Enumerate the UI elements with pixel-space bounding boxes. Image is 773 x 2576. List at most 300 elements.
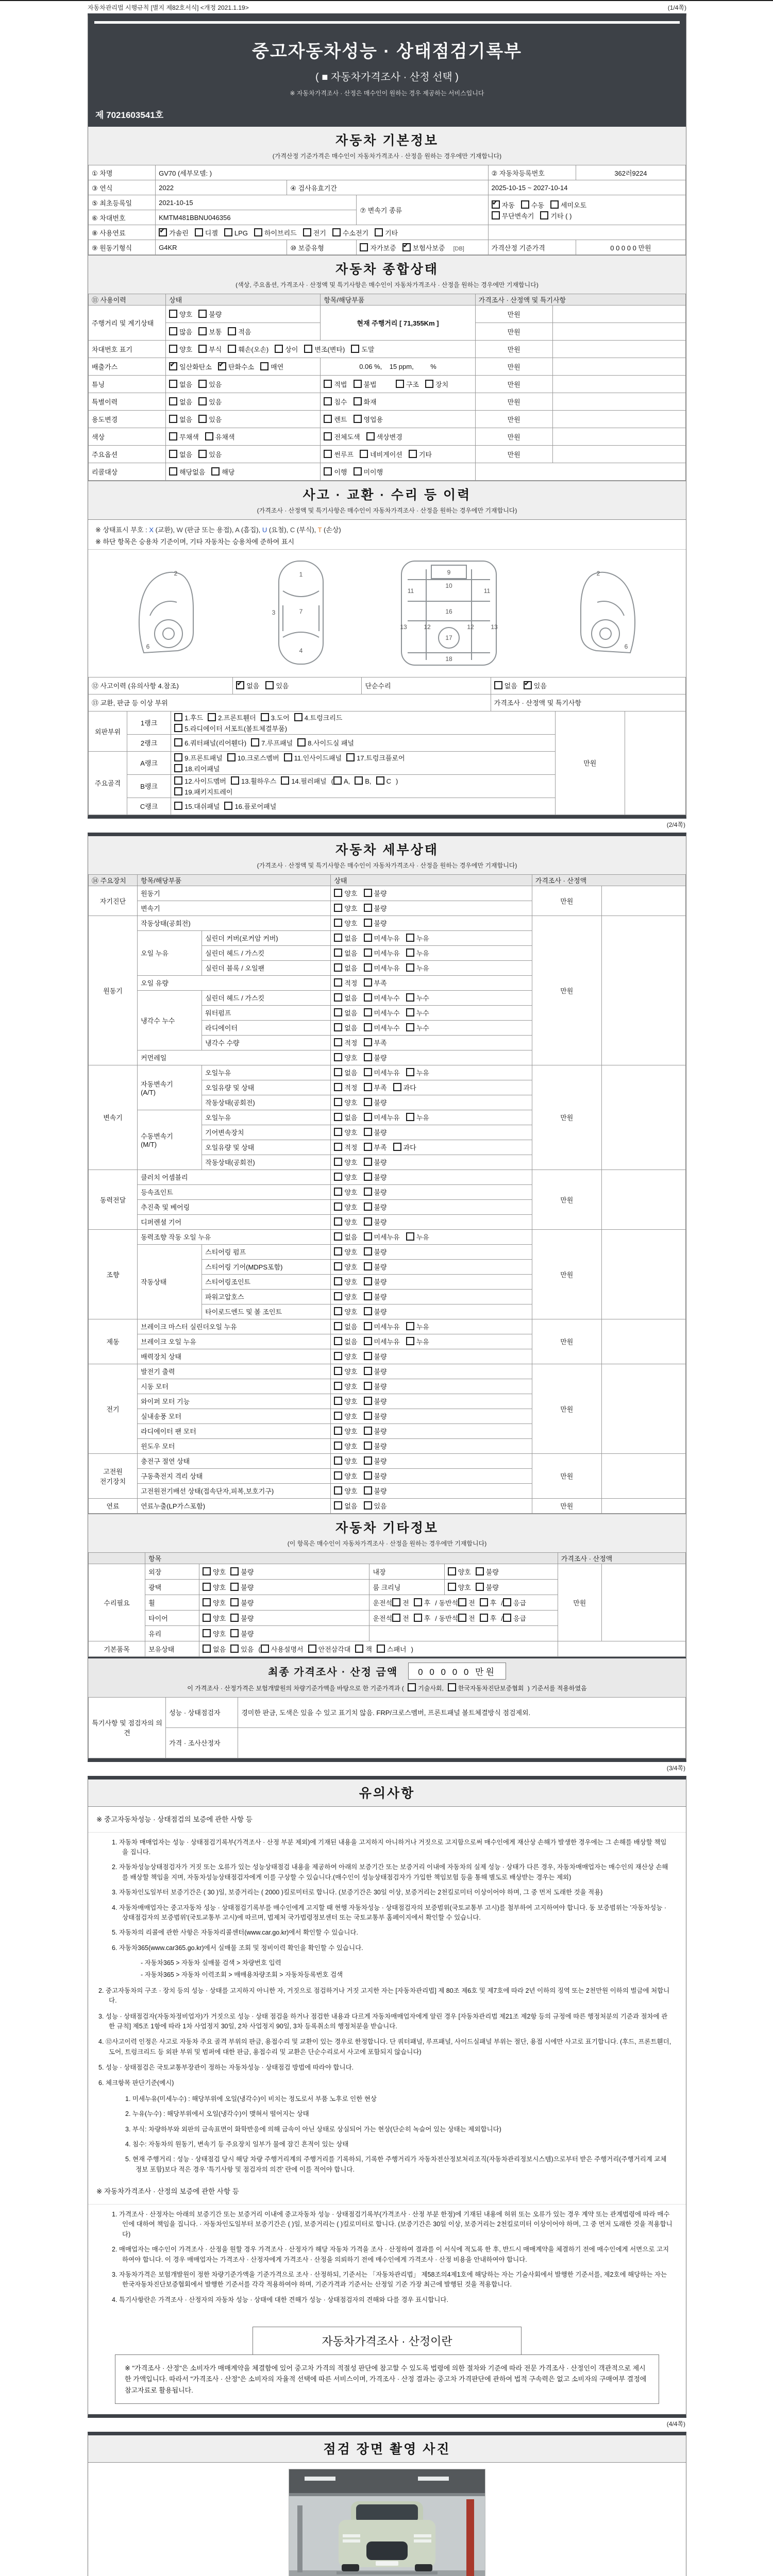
checkbox[interactable]	[448, 1567, 456, 1575]
checkbox[interactable]	[540, 211, 548, 219]
checkbox[interactable]	[364, 978, 372, 987]
checkbox[interactable]	[324, 397, 332, 405]
checkbox[interactable]	[174, 802, 182, 810]
checkbox-option[interactable]	[198, 449, 222, 459]
checkbox-option[interactable]	[364, 1142, 387, 1152]
checkbox[interactable]	[334, 1277, 342, 1285]
checkbox-option[interactable]	[354, 397, 377, 406]
checkbox[interactable]	[364, 1083, 372, 1091]
checkbox[interactable]	[334, 1173, 342, 1181]
checkbox[interactable]	[364, 1188, 372, 1196]
checkbox[interactable]	[333, 776, 342, 785]
checkbox-option[interactable]	[324, 414, 347, 424]
checkbox[interactable]	[230, 1645, 239, 1653]
checkbox-option[interactable]	[174, 801, 220, 811]
checkbox-option[interactable]	[334, 1187, 357, 1197]
checkbox[interactable]	[364, 1053, 372, 1061]
checkbox-option[interactable]	[169, 327, 192, 336]
checkbox-option[interactable]	[284, 753, 342, 762]
checkbox-option[interactable]	[406, 963, 429, 973]
checkbox-option[interactable]	[169, 344, 192, 354]
checkbox[interactable]	[364, 934, 372, 942]
checkbox-option[interactable]	[198, 379, 222, 389]
checkbox[interactable]	[364, 1277, 372, 1285]
checkbox[interactable]	[174, 776, 182, 785]
checkbox[interactable]	[364, 1397, 372, 1405]
checkbox-option[interactable]	[364, 1321, 400, 1331]
checkbox[interactable]	[392, 1614, 400, 1622]
checkbox-option[interactable]	[297, 738, 354, 748]
checkbox-option[interactable]	[174, 776, 226, 786]
checkbox[interactable]	[364, 1173, 372, 1181]
checkbox-option[interactable]	[364, 1396, 387, 1406]
checkbox[interactable]	[364, 1217, 372, 1226]
checkbox-option[interactable]	[334, 1232, 357, 1242]
checkbox[interactable]	[334, 1397, 342, 1405]
checkbox-option[interactable]	[265, 681, 289, 690]
checkbox[interactable]	[228, 327, 236, 335]
checkbox-option[interactable]	[334, 888, 357, 898]
checkbox[interactable]	[364, 919, 372, 927]
checkbox-option[interactable]	[414, 1613, 431, 1623]
checkbox-option[interactable]	[334, 1112, 357, 1122]
checkbox-option[interactable]	[334, 1142, 357, 1152]
checkbox-option[interactable]	[503, 1613, 526, 1623]
checkbox[interactable]	[360, 243, 368, 251]
checkbox-option[interactable]	[364, 1097, 387, 1107]
checkbox-option[interactable]	[334, 1097, 357, 1107]
checkbox-option[interactable]	[364, 1053, 387, 1062]
checkbox-option[interactable]	[334, 1217, 357, 1227]
checkbox-option[interactable]	[364, 1067, 400, 1077]
checkbox-option[interactable]	[364, 918, 387, 928]
checkbox[interactable]	[364, 1232, 372, 1241]
checkbox[interactable]	[351, 345, 359, 353]
checkbox[interactable]	[169, 310, 177, 318]
checkbox-option[interactable]	[169, 362, 212, 371]
checkbox-option[interactable]	[364, 1008, 400, 1018]
checkbox-option[interactable]	[364, 1127, 387, 1137]
checkbox[interactable]	[275, 345, 283, 353]
checkbox[interactable]	[334, 1038, 342, 1046]
checkbox[interactable]	[261, 713, 269, 721]
checkbox-option[interactable]	[195, 228, 218, 238]
checkbox[interactable]	[364, 1247, 372, 1256]
checkbox-option[interactable]	[364, 1023, 400, 1032]
checkbox-option[interactable]	[492, 211, 534, 221]
checkbox[interactable]	[334, 1486, 342, 1495]
checkbox[interactable]	[281, 776, 289, 785]
checkbox-option[interactable]	[303, 228, 326, 238]
checkbox-option[interactable]	[334, 1396, 357, 1406]
checkbox-option[interactable]	[334, 1038, 357, 1047]
checkbox-option[interactable]	[334, 1441, 357, 1451]
checkbox-option[interactable]	[230, 1629, 254, 1638]
checkbox[interactable]	[169, 467, 177, 476]
checkbox-option[interactable]	[364, 1292, 387, 1301]
checkbox[interactable]	[503, 1598, 511, 1606]
checkbox[interactable]	[364, 1038, 372, 1046]
checkbox[interactable]	[550, 200, 559, 209]
checkbox-option[interactable]	[281, 776, 326, 786]
checkbox-option[interactable]	[414, 1598, 431, 1607]
checkbox-option[interactable]	[364, 1456, 387, 1466]
checkbox[interactable]	[324, 450, 332, 458]
checkbox-option[interactable]	[230, 1644, 254, 1654]
checkbox-option[interactable]	[208, 713, 256, 722]
checkbox-option[interactable]	[198, 309, 222, 319]
checkbox[interactable]	[354, 380, 362, 388]
checkbox-option[interactable]	[174, 738, 246, 748]
checkbox[interactable]	[334, 1501, 342, 1510]
checkbox[interactable]	[174, 787, 182, 795]
checkbox-option[interactable]	[304, 344, 345, 354]
checkbox[interactable]	[169, 432, 177, 440]
checkbox[interactable]	[408, 1683, 416, 1691]
checkbox[interactable]	[334, 1158, 342, 1166]
checkbox-option[interactable]	[540, 211, 572, 221]
checkbox[interactable]	[231, 776, 239, 785]
checkbox-checked[interactable]	[218, 362, 226, 370]
checkbox-option[interactable]	[203, 1644, 226, 1654]
checkbox-option[interactable]	[324, 467, 347, 477]
checkbox-option[interactable]	[334, 948, 357, 958]
checkbox[interactable]	[334, 1322, 342, 1330]
checkbox[interactable]	[174, 753, 182, 761]
checkbox-option[interactable]	[448, 1683, 524, 1692]
checkbox[interactable]	[476, 1583, 484, 1591]
checkbox-option[interactable]	[203, 1598, 226, 1607]
checkbox[interactable]	[354, 415, 362, 423]
checkbox-option[interactable]	[198, 397, 222, 406]
checkbox[interactable]	[324, 380, 332, 388]
checkbox-option[interactable]	[174, 713, 203, 722]
checkbox[interactable]	[261, 1645, 269, 1653]
checkbox[interactable]	[334, 1068, 342, 1076]
checkbox[interactable]	[303, 228, 311, 236]
checkbox-option[interactable]	[236, 681, 259, 690]
checkbox-option[interactable]	[261, 1644, 304, 1654]
checkbox[interactable]	[364, 1158, 372, 1166]
checkbox-option[interactable]	[448, 1567, 471, 1577]
checkbox[interactable]	[203, 1614, 211, 1622]
checkbox-option[interactable]	[364, 978, 387, 988]
checkbox-option[interactable]	[334, 1351, 357, 1361]
checkbox-option[interactable]	[406, 1232, 429, 1242]
checkbox[interactable]	[364, 1202, 372, 1211]
checkbox-option[interactable]	[198, 414, 222, 424]
checkbox-option[interactable]	[364, 903, 387, 913]
checkbox-option[interactable]	[406, 993, 429, 1003]
checkbox-option[interactable]	[406, 933, 429, 943]
checkbox[interactable]	[458, 1598, 466, 1606]
checkbox-option[interactable]	[174, 787, 232, 796]
checkbox[interactable]	[224, 802, 232, 810]
checkbox[interactable]	[364, 1307, 372, 1315]
checkbox-option[interactable]	[334, 933, 357, 943]
checkbox-option[interactable]	[364, 1172, 387, 1182]
checkbox-option[interactable]	[364, 1232, 400, 1242]
checkbox[interactable]	[334, 1412, 342, 1420]
checkbox[interactable]	[334, 1247, 342, 1256]
checkbox-option[interactable]	[174, 723, 287, 733]
checkbox-option[interactable]	[396, 379, 419, 389]
checkbox[interactable]	[406, 934, 414, 942]
checkbox-option[interactable]	[334, 1381, 357, 1391]
checkbox-option[interactable]	[364, 1202, 387, 1212]
checkbox-option[interactable]	[364, 963, 400, 973]
checkbox-option[interactable]	[334, 1172, 357, 1182]
checkbox-option[interactable]	[354, 414, 383, 424]
checkbox[interactable]	[364, 993, 372, 1002]
checkbox[interactable]	[324, 415, 332, 423]
checkbox[interactable]	[334, 889, 342, 897]
checkbox[interactable]	[174, 764, 182, 772]
checkbox[interactable]	[334, 1367, 342, 1375]
checkbox-option[interactable]	[354, 467, 383, 477]
checkbox[interactable]	[334, 1456, 342, 1465]
checkbox[interactable]	[377, 1645, 385, 1653]
checkbox[interactable]	[364, 1128, 372, 1136]
checkbox-option[interactable]	[406, 1112, 429, 1122]
checkbox[interactable]	[224, 228, 232, 236]
checkbox[interactable]	[198, 397, 207, 405]
checkbox-checked[interactable]	[492, 200, 500, 209]
checkbox[interactable]	[203, 1629, 211, 1637]
checkbox[interactable]	[251, 738, 259, 747]
checkbox-option[interactable]	[364, 1501, 387, 1511]
checkbox[interactable]	[308, 1645, 316, 1653]
checkbox-option[interactable]	[550, 200, 586, 210]
checkbox-option[interactable]	[324, 432, 360, 442]
checkbox[interactable]	[360, 450, 368, 458]
checkbox[interactable]	[334, 1008, 342, 1016]
checkbox[interactable]	[297, 738, 306, 747]
checkbox[interactable]	[392, 1598, 400, 1606]
checkbox[interactable]	[334, 1307, 342, 1315]
checkbox[interactable]	[334, 1217, 342, 1226]
checkbox-option[interactable]	[375, 228, 398, 238]
checkbox-option[interactable]	[211, 467, 234, 477]
checkbox-option[interactable]	[364, 1336, 400, 1346]
checkbox-option[interactable]	[334, 1247, 357, 1257]
checkbox[interactable]	[230, 1583, 239, 1591]
checkbox-option[interactable]	[334, 1471, 357, 1481]
checkbox[interactable]	[334, 919, 342, 927]
checkbox-checked[interactable]	[236, 681, 244, 689]
checkbox-option[interactable]	[364, 1217, 387, 1227]
checkbox-option[interactable]	[377, 1644, 407, 1654]
checkbox-option[interactable]	[198, 344, 222, 354]
checkbox[interactable]	[375, 228, 383, 236]
checkbox-option[interactable]	[198, 327, 222, 336]
checkbox-option[interactable]	[503, 1598, 526, 1607]
checkbox[interactable]	[198, 380, 207, 388]
checkbox-option[interactable]	[334, 1053, 357, 1062]
checkbox[interactable]	[494, 681, 502, 689]
checkbox[interactable]	[364, 1501, 372, 1510]
checkbox-option[interactable]	[364, 1426, 387, 1436]
checkbox[interactable]	[230, 1598, 239, 1606]
checkbox[interactable]	[364, 1471, 372, 1480]
checkbox-option[interactable]	[392, 1613, 409, 1623]
checkbox[interactable]	[334, 1143, 342, 1151]
checkbox[interactable]	[334, 1262, 342, 1270]
checkbox[interactable]	[334, 1098, 342, 1106]
checkbox-option[interactable]	[251, 738, 293, 748]
checkbox[interactable]	[364, 1143, 372, 1151]
checkbox-option[interactable]	[364, 1247, 387, 1257]
checkbox[interactable]	[334, 1442, 342, 1450]
checkbox[interactable]	[334, 963, 342, 972]
checkbox[interactable]	[406, 1232, 414, 1241]
checkbox[interactable]	[334, 1202, 342, 1211]
checkbox[interactable]	[211, 467, 220, 476]
checkbox-option[interactable]	[480, 1598, 497, 1607]
checkbox[interactable]	[304, 345, 312, 353]
checkbox-option[interactable]	[494, 681, 517, 690]
checkbox-checked[interactable]	[159, 228, 167, 236]
checkbox-option[interactable]	[334, 1411, 357, 1421]
checkbox-option[interactable]	[476, 1582, 499, 1592]
checkbox[interactable]	[334, 1337, 342, 1345]
checkbox[interactable]	[198, 450, 207, 458]
checkbox[interactable]	[174, 713, 182, 721]
checkbox-option[interactable]	[364, 933, 400, 943]
checkbox-option[interactable]	[360, 243, 396, 252]
checkbox[interactable]	[425, 380, 433, 388]
checkbox-option[interactable]	[334, 1321, 357, 1331]
checkbox[interactable]	[203, 1583, 211, 1591]
checkbox-option[interactable]	[354, 379, 377, 389]
checkbox[interactable]	[334, 1382, 342, 1390]
checkbox-option[interactable]	[334, 1292, 357, 1301]
checkbox-option[interactable]	[334, 1082, 357, 1092]
checkbox[interactable]	[203, 1567, 211, 1575]
checkbox[interactable]	[195, 228, 203, 236]
checkbox[interactable]	[376, 776, 384, 785]
checkbox[interactable]	[198, 415, 207, 423]
checkbox-option[interactable]	[364, 1187, 387, 1197]
checkbox[interactable]	[230, 1567, 239, 1575]
checkbox[interactable]	[203, 1598, 211, 1606]
checkbox-option[interactable]	[324, 449, 354, 459]
checkbox[interactable]	[364, 948, 372, 957]
checkbox-checked[interactable]	[402, 243, 411, 251]
checkbox[interactable]	[198, 345, 207, 353]
checkbox[interactable]	[324, 467, 332, 476]
checkbox-option[interactable]	[392, 1598, 409, 1607]
checkbox[interactable]	[332, 228, 341, 236]
checkbox[interactable]	[334, 1083, 342, 1091]
checkbox-option[interactable]	[364, 1366, 387, 1376]
checkbox-checked[interactable]	[169, 362, 177, 370]
checkbox-option[interactable]	[174, 764, 220, 773]
checkbox[interactable]	[169, 450, 177, 458]
checkbox[interactable]	[364, 1382, 372, 1390]
checkbox-option[interactable]	[227, 753, 279, 762]
checkbox-option[interactable]	[334, 1366, 357, 1376]
checkbox-option[interactable]	[458, 1613, 475, 1623]
checkbox-option[interactable]	[275, 344, 298, 354]
checkbox-option[interactable]	[406, 1067, 429, 1077]
checkbox[interactable]	[364, 1337, 372, 1345]
checkbox-option[interactable]	[334, 1501, 357, 1511]
checkbox[interactable]	[334, 993, 342, 1002]
checkbox-option[interactable]	[334, 1067, 357, 1077]
checkbox-option[interactable]	[174, 753, 223, 762]
checkbox-option[interactable]	[360, 449, 402, 459]
checkbox[interactable]	[334, 904, 342, 912]
checkbox-option[interactable]	[230, 1567, 254, 1577]
checkbox-option[interactable]	[334, 918, 357, 928]
checkbox-option[interactable]	[334, 978, 357, 988]
checkbox[interactable]	[334, 1232, 342, 1241]
checkbox[interactable]	[169, 327, 177, 335]
checkbox-option[interactable]	[334, 1127, 357, 1137]
checkbox-option[interactable]	[364, 888, 387, 898]
checkbox[interactable]	[227, 753, 236, 761]
checkbox-option[interactable]	[448, 1582, 471, 1592]
checkbox-option[interactable]	[334, 993, 357, 1003]
checkbox[interactable]	[406, 948, 414, 957]
checkbox-option[interactable]	[332, 228, 368, 238]
checkbox-option[interactable]	[364, 948, 400, 958]
checkbox[interactable]	[346, 753, 355, 761]
checkbox-option[interactable]	[524, 681, 547, 690]
checkbox-option[interactable]	[406, 1023, 429, 1032]
checkbox-option[interactable]	[169, 432, 199, 442]
checkbox[interactable]	[396, 380, 404, 388]
checkbox[interactable]	[480, 1614, 488, 1622]
checkbox-option[interactable]	[409, 449, 432, 459]
checkbox-option[interactable]	[364, 1277, 387, 1286]
checkbox[interactable]	[364, 1068, 372, 1076]
checkbox-option[interactable]	[334, 903, 357, 913]
checkbox-option[interactable]	[402, 243, 445, 252]
checkbox[interactable]	[334, 1471, 342, 1480]
checkbox[interactable]	[364, 1352, 372, 1360]
checkbox[interactable]	[334, 1023, 342, 1031]
checkbox[interactable]	[205, 432, 213, 440]
checkbox[interactable]	[364, 1023, 372, 1031]
checkbox[interactable]	[169, 380, 177, 388]
checkbox-option[interactable]	[364, 1381, 387, 1391]
checkbox[interactable]	[364, 1113, 372, 1121]
checkbox-option[interactable]	[393, 1142, 416, 1152]
checkbox-option[interactable]	[364, 1157, 387, 1167]
checkbox[interactable]	[406, 1023, 414, 1031]
checkbox[interactable]	[198, 310, 207, 318]
checkbox[interactable]	[364, 963, 372, 972]
checkbox[interactable]	[364, 1098, 372, 1106]
checkbox-option[interactable]	[261, 713, 290, 722]
checkbox-option[interactable]	[346, 753, 405, 762]
checkbox[interactable]	[324, 432, 332, 440]
checkbox-option[interactable]	[203, 1629, 226, 1638]
checkbox[interactable]	[406, 1113, 414, 1121]
checkbox-option[interactable]	[476, 1567, 499, 1577]
checkbox-option[interactable]	[169, 379, 192, 389]
checkbox[interactable]	[174, 724, 182, 732]
checkbox[interactable]	[334, 978, 342, 987]
checkbox[interactable]	[492, 211, 500, 219]
checkbox-option[interactable]	[376, 776, 391, 785]
checkbox-option[interactable]	[334, 1157, 357, 1167]
checkbox-option[interactable]	[169, 467, 205, 477]
checkbox[interactable]	[355, 1645, 363, 1653]
checkbox-option[interactable]	[355, 776, 371, 785]
